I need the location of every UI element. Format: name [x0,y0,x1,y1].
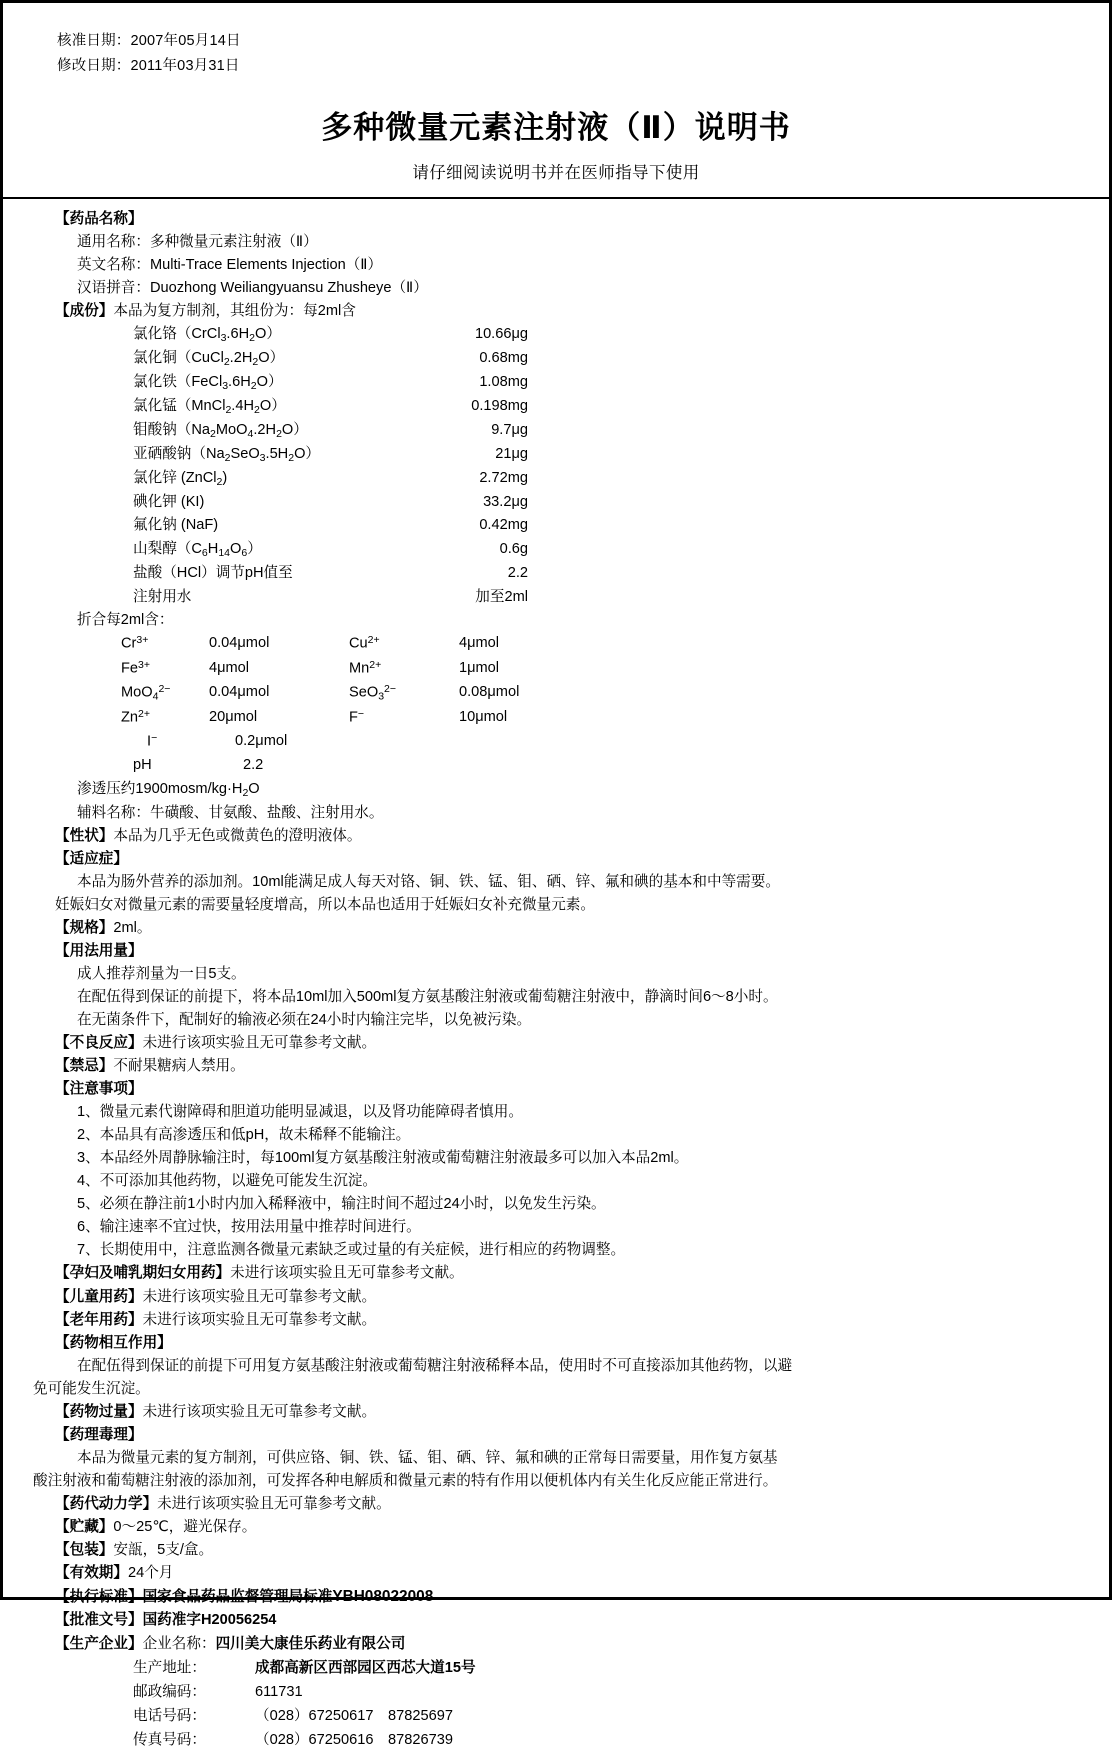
geriatric-text: 未进行该项实验且无可靠参考文献。 [142,1311,377,1328]
section-head-spec: 【规格】 [55,919,114,936]
section-drug-name [33,208,1079,231]
section-pediatric [33,1286,1079,1309]
element-value: 20μmol [209,708,258,725]
manufacturer-fax-label: 传真号码： [133,1732,206,1749]
section-contraindications [33,1055,1079,1078]
title-block [33,109,1079,183]
spec-text: 2ml。 [113,919,152,936]
adverse-text: 未进行该项实验且无可靠参考文献。 [142,1035,377,1051]
drug-generic-name: 通用名称：多种微量元素注射液（Ⅱ） [77,233,318,250]
contraindications-text: 不耐果糖病人禁用。 [113,1058,245,1075]
ingredient-value: 1.08mg [479,373,528,390]
manufacturer-address-label: 生产地址： [133,1659,206,1676]
section-overdose [33,1401,1079,1424]
element-value: 1μmol [459,659,500,676]
list-item: 6、输注速率不宜过快，按用法用量中推荐时间进行。 [77,1219,421,1236]
section-composition [33,300,1079,323]
ingredient-value: 2.72mg [479,469,528,486]
section-head-overdose: 【药物过量】 [55,1403,143,1420]
table-row [121,681,1079,706]
section-adverse [33,1032,1079,1055]
element-symbol [375,730,485,754]
indications-line-1: 本品为肠外营养的添加剂。10ml能满足成人每天对铬、铜、铁、锰、钼、硒、锌、氟和碘的基本和中等需要。 [77,873,780,890]
section-head-pharmacokinetics: 【药代动力学】 [55,1495,158,1512]
section-head-pregnancy: 【孕妇及哺乳期妇女用药】 [55,1265,231,1282]
table-row [33,371,1079,395]
element-value: 0.04μmol [209,635,270,652]
element-symbol: $Cu^{2+}$ [349,634,380,652]
dosage-line-3: 在无菌条件下，配制好的输液必须在24小时内输注完毕，以免被污染。 [77,1011,532,1028]
element-symbol: $Zn^{2+}$ [121,707,151,726]
manufacturer-phone-value: （028）67250617 87825697 [255,1707,453,1724]
section-storage [33,1516,1079,1539]
element-value [493,754,633,778]
element-value: 2.2 [243,757,264,774]
section-head-standard: 【执行标准】 [55,1589,143,1606]
table-row [33,1704,1079,1728]
ingredient-value: 0.68mg [479,349,528,366]
element-value [485,730,625,754]
table-row [121,706,1079,730]
manufacturer-address-value: 成都高新区西部园区西芯大道15号 [255,1659,476,1676]
excipients: 辅料名称：牛磺酸、甘氨酸、盐酸、注射用水。 [77,804,384,821]
ingredient-value: 21μg [495,445,528,462]
element-value: 0.2μmol [235,732,288,749]
ingredient-name: 氯化铁$(FeCl_3.6H_2O)$ [133,373,283,392]
element-value: 4μmol [209,659,250,676]
element-symbol: MoO$_4^{2-}$ [121,682,171,703]
element-table [33,632,1079,778]
section-head-pediatric: 【儿童用药】 [55,1288,143,1305]
section-spec [33,917,1079,940]
ingredient-name: 氯化锰$(MnCl_2.4H_2O)$ [133,397,286,416]
insert-body [33,199,1079,1752]
section-indications [33,848,1079,871]
page-subtitle: 请仔细阅读说明书并在医师指导下使用 [412,163,700,182]
table-row [33,586,1079,610]
section-shelf-life [33,1562,1079,1585]
manufacturer-company-value: 四川美大康佳乐药业有限公司 [215,1635,406,1652]
table-row [33,395,1079,419]
indications-line-2: 妊娠妇女对微量元素的需要量轻度增高，所以本品也适用于妊娠妇女补充微量元素。 [55,896,595,913]
table-row [33,491,1079,515]
table-row [33,562,1079,586]
section-packaging [33,1539,1079,1562]
ingredient-value: 加至2ml [475,588,528,605]
manufacturer-postcode-value: 611731 [255,1683,303,1700]
element-symbol: $Mn^{2+}$ [349,658,382,677]
ingredient-name: 亚硒酸钠$(Na_2SeO_3.5H_2O)$ [133,445,321,464]
section-head-shelf-life: 【有效期】 [55,1565,128,1582]
section-head-drug-name: 【药品名称】 [55,210,143,227]
section-head-composition: 【成份】 [55,302,114,319]
element-symbol: F− [349,707,365,726]
element-value: 4μmol [459,635,500,652]
section-dosage [33,940,1079,963]
table-row [121,657,1079,681]
section-head-dosage: 【用法用量】 [55,942,143,959]
section-head-indications: 【适应症】 [55,850,128,867]
table-row [33,323,1079,347]
osmolarity: 渗透压约$1900mosm/kg\cdot H_2O$ [77,780,260,799]
ingredient-value: 0.42mg [479,517,528,534]
list-item: 2、本品具有高渗透压和低pH，故未稀释不能输注。 [77,1127,411,1144]
overdose-text: 未进行该项实验且无可靠参考文献。 [142,1403,377,1420]
table-row [33,467,1079,491]
element-symbol: SeO$_3^{2-}$ [349,682,397,703]
dosage-line-2: 在配伍得到保证的前提下，将本品10ml加入500ml复方氨基酸注射液或葡萄糖注射液中，静滴时间6～8小时。 [77,988,778,1005]
table-row [33,347,1079,371]
ingredient-name: 钼酸钠$(Na_2MoO_4.2H_2O)$ [133,421,308,440]
storage-text: 0～25℃，避光保存。 [113,1518,257,1535]
table-row [121,632,1079,656]
pharmacology-line-1: 本品为微量元素的复方制剂，可供应铬、铜、铁、锰、钼、硒、锌、氟和碘的正常每日需要量，用作复方氨基 [77,1449,778,1466]
dosage-line-1: 成人推荐剂量为一日5支。 [77,965,246,982]
manufacturer-company-label: 企业名称： [142,1635,216,1652]
list-item: 5、必须在静注前1小时内加入稀释液中，输注时间不超过24小时，以免发生污染。 [77,1196,606,1213]
section-pregnancy [33,1262,1079,1285]
list-item: 3、本品经外周静脉输注时，每100ml复方氨基酸注射液或葡萄糖注射液最多可以加入本品2ml。 [77,1150,689,1167]
page-title: 多种微量元素注射液（Ⅱ）说明书 [321,109,791,145]
section-geriatric [33,1309,1079,1332]
ingredient-name: 氯化锌 (ZnCl$_2$) [133,469,228,488]
drug-pinyin-name: 汉语拼音：Duozhong Weiliangyuansu Zhusheye（Ⅱ） [77,279,428,296]
section-head-approval-number: 【批准文号】 [55,1612,143,1629]
table-row [33,538,1079,562]
section-head-precautions: 【注意事项】 [55,1081,143,1098]
approval-number-text: 国药准字H20056254 [142,1612,277,1629]
ingredient-name: 氯化铬$(CrCl_3.6H_2O)$ [133,325,281,344]
element-symbol: I− [147,731,158,750]
element-symbol: $Cr^{3+}$ [121,634,149,652]
ingredient-value: 10.66μg [474,325,528,342]
table-row [33,419,1079,443]
table-row [33,514,1079,538]
section-pharmacology [33,1424,1079,1447]
properties-text: 本品为几乎无色或微黄色的澄明液体。 [113,827,362,844]
manufacturer-postcode-label: 邮政编码： [133,1683,206,1700]
ingredient-name: 氯化铜$(CuCl_2.2H_2O)$ [133,349,285,368]
pediatric-text: 未进行该项实验且无可靠参考文献。 [142,1288,377,1305]
manufacturer-fax-value: （028）67250616 87826739 [255,1732,453,1749]
list-item: 7、长期使用中，注意监测各微量元素缺乏或过量的有关症候，进行相应的药物调整。 [77,1242,626,1259]
section-head-packaging: 【包装】 [55,1542,114,1559]
pregnancy-text: 未进行该项实验且无可靠参考文献。 [230,1265,464,1282]
section-interactions [33,1332,1079,1355]
section-precautions [33,1078,1079,1101]
table-row [121,754,1079,778]
pharmacology-line-2: 酸注射液和葡萄糖注射液的添加剂，可发挥各种电解质和微量元素的特有作用以便机体内有关生化反应能正常进行。 [33,1472,778,1489]
section-head-pharmacology: 【药理毒理】 [55,1426,143,1443]
element-value: 0.04μmol [209,683,270,700]
section-standard [33,1585,1079,1609]
list-item: 4、不可添加其他药物，以避免可能发生沉淀。 [77,1173,377,1190]
section-head-adverse: 【不良反应】 [55,1035,143,1051]
table-row [33,1680,1079,1704]
ingredient-name: 氟化钠 (NaF) [133,517,219,534]
interactions-line-2: 免可能发生沉淀。 [33,1380,150,1397]
approval-dates [57,29,1079,79]
section-head-storage: 【贮藏】 [55,1518,114,1535]
standard-text: 国家食品药品监督管理局标准 [142,1589,333,1606]
section-head-properties: 【性状】 [55,827,114,844]
shelf-life-text: 24个月 [127,1565,174,1582]
ingredient-value: 33.2μg [483,493,528,510]
composition-intro: 本品为复方制剂，其组份为：每2ml含 [113,302,356,319]
standard-code: YBH08022008 [332,1588,434,1606]
drug-english-name: 英文名称：Multi-Trace Elements Injection（Ⅱ） [77,256,383,273]
ingredient-value: 9.7μg [491,421,528,438]
ingredient-table [33,323,1079,609]
section-pharmacokinetics [33,1493,1079,1516]
ingredient-value: 2.2 [507,564,528,581]
element-symbol: pH [133,757,152,774]
section-manufacturer [33,1633,1079,1656]
element-symbol [383,754,493,778]
element-symbol: $Fe^{3+}$ [121,658,151,677]
section-head-interactions: 【药物相互作用】 [55,1334,172,1351]
section-head-contraindications: 【禁忌】 [55,1058,114,1075]
revision-date: 修改日期：2011年03月31日 [57,57,240,74]
ingredient-name: 山梨醇$(C_6H_{14}O_6)$ [133,540,262,559]
ingredient-name: 注射用水 [133,588,192,605]
table-row [33,443,1079,467]
ingredient-name: 盐酸（HCl）调节pH值至 [133,564,293,581]
section-approval-number [33,1609,1079,1632]
ingredient-value: 0.6g [499,540,528,557]
interactions-line-1: 在配伍得到保证的前提下可用复方氨基酸注射液或葡萄糖注射液稀释本品，使用时不可直接添加其他药物，以避 [77,1357,793,1374]
element-value: 0.08μmol [459,683,520,700]
ingredient-name: 碘化钾 (KI) [133,493,205,510]
table-row [121,730,1079,754]
ingredient-value: 0.198mg [471,397,528,414]
list-item: 1、微量元素代谢障碍和胆道功能明显减退，以及肾功能障碍者慎用。 [77,1104,523,1121]
section-head-geriatric: 【老年用药】 [55,1311,143,1328]
table-row [33,1728,1079,1752]
equivalent-intro: 折合每2ml含： [77,612,174,629]
approval-date: 核准日期：2007年05月14日 [57,33,241,49]
section-properties [33,825,1079,848]
pharmacokinetics-text: 未进行该项实验且无可靠参考文献。 [157,1495,391,1512]
manufacturer-phone-label: 电话号码： [133,1707,206,1724]
element-value: 10μmol [459,708,508,725]
table-row [33,1656,1079,1680]
packaging-text: 安瓿，5支/盒。 [113,1542,214,1559]
section-head-manufacturer: 【生产企业】 [55,1635,143,1652]
